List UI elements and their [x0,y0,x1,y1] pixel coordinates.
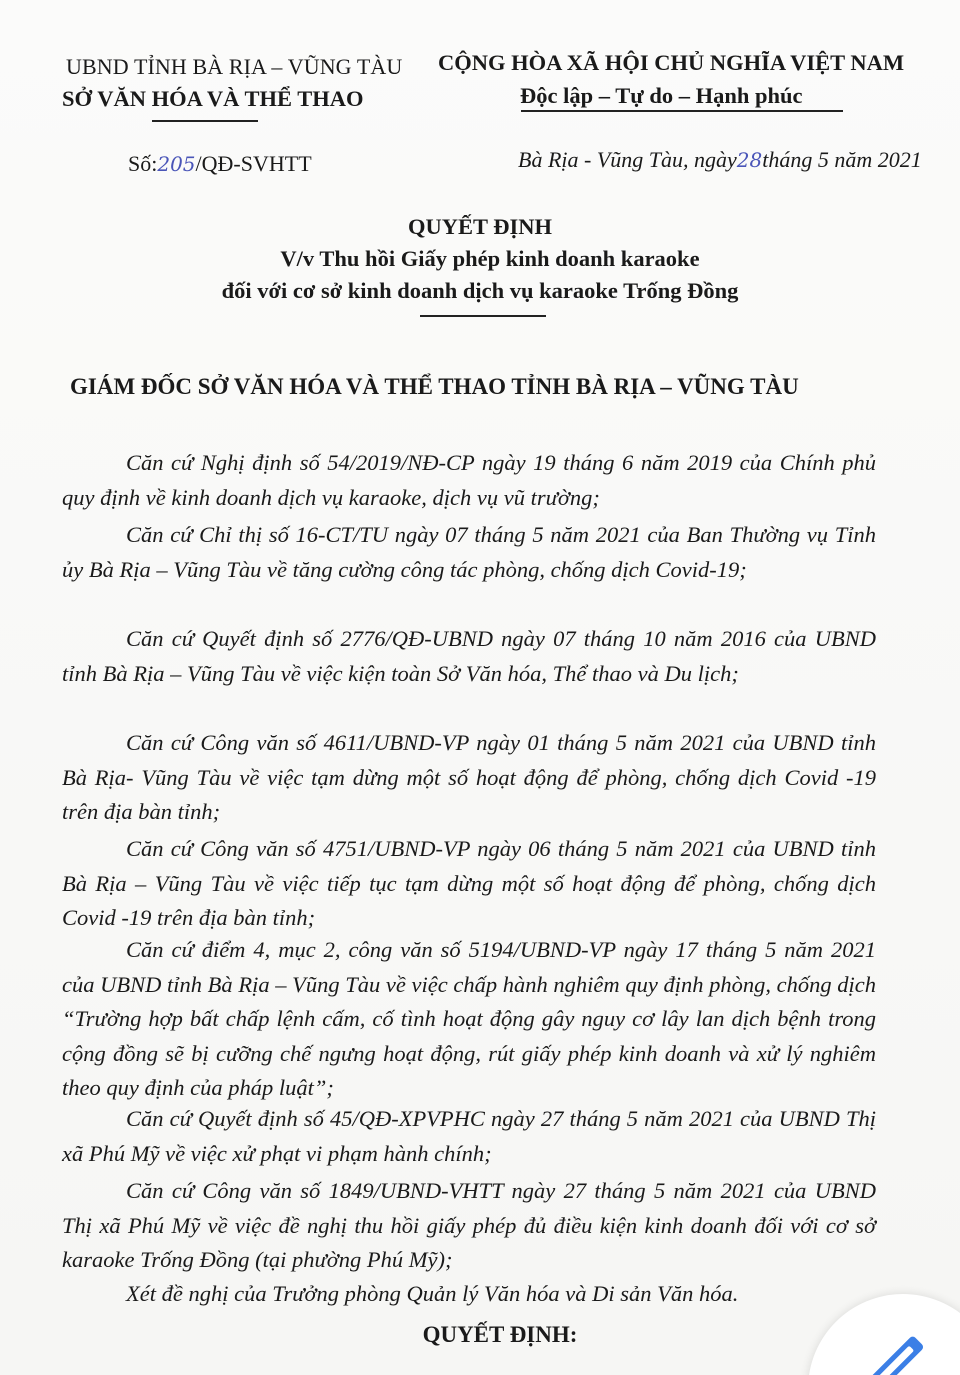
legal-basis-paragraph: Căn cứ Công văn số 4611/UBND-VP ngày 01 tháng 5 năm 2021 của UBND tỉnh Bà Rịa- Vũng Tàu về việc tạm dừng một số hoạt động để phòng, chống dịch Covid -19 trên địa bàn tỉnh; [62,730,876,824]
motto-underline [521,110,843,112]
document-number-handwritten: 205 [157,152,196,176]
national-motto: Độc lập – Tự do – Hạnh phúc [520,83,803,108]
date-suffix: tháng 5 năm 2021 [762,147,922,172]
national-title: CỘNG HÒA XÃ HỘI CHỦ NGHĨA VIỆT NAM [438,50,905,75]
date-day-handwritten: 28 [736,148,763,172]
document-number [128,151,312,177]
issuing-province: UBND TỈNH BÀ RỊA – VŨNG TÀU [66,54,403,79]
department-underline [152,120,258,122]
date-prefix: Bà Rịa - Vũng Tàu, ngày [518,147,737,172]
legal-basis-paragraph: Căn cứ Nghị định số 54/2019/NĐ-CP ngày 19 tháng 6 năm 2019 của Chính phủ quy định về kinh doanh dịch vụ karaoke, dịch vụ vũ trường; [62,450,876,510]
legal-basis-paragraph: Căn cứ Chỉ thị số 16-CT/TU ngày 07 tháng 5 năm 2021 của Ban Thường vụ Tỉnh ủy Bà Rịa – Vũng Tàu về tăng cường công tác phòng, chống dịch Covid-19; [62,522,876,582]
legal-basis-paragraph: Căn cứ điểm 4, mục 2, công văn số 5194/UBND-VP ngày 17 tháng 5 năm 2021 của UBND tỉnh Bà Rịa – Vũng Tàu về việc chấp hành nghiêm quy định phòng, chống dịch “Trường hợp bất chấp lệnh cấm, cố tình hoạt động gây nguy cơ lây lan dịch bệnh trong cộng đồng sẽ bị cưỡng chế ngưng hoạt động, rút giấy phép kinh doanh và xử lý nghiêm theo quy định của pháp luật”; [62,937,876,1100]
decision-heading: QUYẾT ĐỊNH: [422,1322,578,1347]
document-number-prefix: Số: [128,151,158,176]
document-title: QUYẾT ĐỊNH [408,214,552,239]
document-number-suffix: /QĐ-SVHTT [195,151,312,176]
document-subject-line-2: đối với cơ sở kinh doanh dịch vụ karaoke Trống Đồng [221,278,739,303]
document-subject-line-1: V/v Thu hồi Giấy phép kinh doanh karaoke [280,246,700,271]
legal-basis-paragraph: Căn cứ Công văn số 4751/UBND-VP ngày 06 tháng 5 năm 2021 của UBND tỉnh Bà Rịa – Vũng Tàu về việc tiếp tục tạm dừng một số hoạt động để phòng, chống dịch Covid -19 trên địa bàn tỉnh; [62,836,876,930]
legal-basis-paragraph: Căn cứ Công văn số 1849/UBND-VHTT ngày 27 tháng 5 năm 2021 của UBND Thị xã Phú Mỹ về việc đề nghị thu hồi giấy phép đủ điều kiện kinh doanh đối với cơ sở karaoke Trống Đồng (tại phường Phú Mỹ); [62,1178,876,1272]
title-underline [420,315,546,317]
legal-basis-paragraph: Căn cứ Quyết định số 45/QĐ-XPVPHC ngày 27 tháng 5 năm 2021 của UBND Thị xã Phú Mỹ về việc xử phạt vi phạm hành chính; [62,1106,876,1166]
document-date [518,147,922,173]
proposal-paragraph: Xét đề nghị của Trưởng phòng Quản lý Văn hóa và Di sản Văn hóa. [126,1281,739,1306]
issuing-authority: GIÁM ĐỐC SỞ VĂN HÓA VÀ THỂ THAO TỈNH BÀ RỊA – VŨNG TÀU [70,374,799,399]
pencil-edit-icon [860,1334,930,1375]
issuing-department: SỞ VĂN HÓA VÀ THỂ THAO [62,86,364,111]
legal-basis-paragraph: Căn cứ Quyết định số 2776/QĐ-UBND ngày 07 tháng 10 năm 2016 của UBND tỉnh Bà Rịa – Vũng Tàu về việc kiện toàn Sở Văn hóa, Thể thao và Du lịch; [62,626,876,686]
